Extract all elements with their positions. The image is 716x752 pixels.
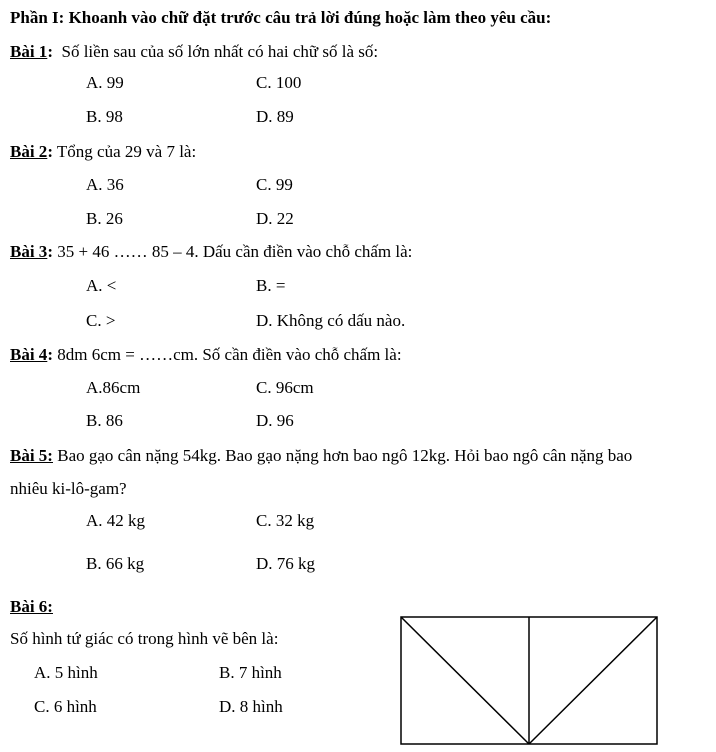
q6-option-d[interactable]: D. 8 hình — [219, 697, 283, 716]
q2-option-c[interactable]: C. 99 — [256, 175, 293, 194]
q2-option-b[interactable]: B. 26 — [86, 209, 123, 228]
figure-left-diagonal — [401, 617, 529, 744]
question-3-sep: : — [47, 242, 53, 261]
question-5-text-line1: Bao gạo cân nặng 54kg. Bao gạo nặng hơn bao ngô 12kg. Hỏi bao ngô cân nặng bao — [52, 446, 633, 465]
q6-option-c[interactable]: C. 6 hình — [34, 697, 97, 716]
question-1-text: Số liền sau của số lớn nhất có hai chữ số là số: — [52, 42, 379, 61]
question-4 — [10, 345, 402, 365]
q6-option-a[interactable]: A. 5 hình — [34, 663, 98, 682]
question-6-text: Số hình tứ giác có trong hình vẽ bên là: — [10, 629, 279, 648]
question-2-sep: : — [47, 142, 53, 161]
question-1 — [10, 42, 378, 62]
q1-option-a[interactable]: A. 99 — [86, 73, 124, 92]
part-header: Phần I: Khoanh vào chữ đặt trước câu trả lời đúng hoặc làm theo yêu cầu: — [10, 8, 552, 27]
question-5 — [10, 446, 632, 466]
question-2-text: Tổng của 29 và 7 là: — [52, 142, 197, 161]
question-3-text: 35 + 46 …… 85 – 4. Dấu cần điền vào chỗ chấm là: — [52, 242, 413, 261]
q4-option-a[interactable]: A.86cm — [86, 378, 141, 397]
figure-right-diagonal — [529, 617, 657, 744]
question-6-label: Bài 6: — [10, 597, 53, 616]
question-5-text-line2: nhiêu ki-lô-gam? — [10, 479, 127, 498]
question-4-label: Bài 4 — [10, 345, 48, 364]
q5-option-b[interactable]: B. 66 kg — [86, 554, 145, 573]
q4-option-b[interactable]: B. 86 — [86, 411, 123, 430]
q4-option-c[interactable]: C. 96cm — [256, 378, 314, 397]
question-3 — [10, 242, 412, 262]
question-5-label: Bài 5: — [10, 446, 53, 465]
q1-option-b[interactable]: B. 98 — [86, 107, 123, 126]
q2-option-d[interactable]: D. 22 — [256, 209, 294, 228]
question-4-text: 8dm 6cm = ……cm. Số cần điền vào chỗ chấm là: — [52, 345, 402, 364]
q4-option-d[interactable]: D. 96 — [256, 411, 294, 430]
question-1-label: Bài 1 — [10, 42, 48, 61]
q5-option-d[interactable]: D. 76 kg — [256, 554, 316, 573]
question-2 — [10, 142, 196, 162]
quadrilateral-figure — [400, 616, 660, 746]
question-1-sep: : — [47, 42, 53, 61]
question-3-label: Bài 3 — [10, 242, 48, 261]
q5-option-a[interactable]: A. 42 kg — [86, 511, 146, 530]
q5-option-c[interactable]: C. 32 kg — [256, 511, 315, 530]
q3-option-a[interactable]: A. < — [86, 276, 117, 295]
q3-option-c[interactable]: C. > — [86, 311, 116, 330]
q6-option-b[interactable]: B. 7 hình — [219, 663, 282, 682]
question-2-label: Bài 2 — [10, 142, 48, 161]
q3-option-b[interactable]: B. = — [256, 276, 286, 295]
q1-option-d[interactable]: D. 89 — [256, 107, 294, 126]
q1-option-c[interactable]: C. 100 — [256, 73, 302, 92]
q3-option-d[interactable]: D. Không có dấu nào. — [256, 311, 406, 330]
question-4-sep: : — [47, 345, 53, 364]
q2-option-a[interactable]: A. 36 — [86, 175, 124, 194]
